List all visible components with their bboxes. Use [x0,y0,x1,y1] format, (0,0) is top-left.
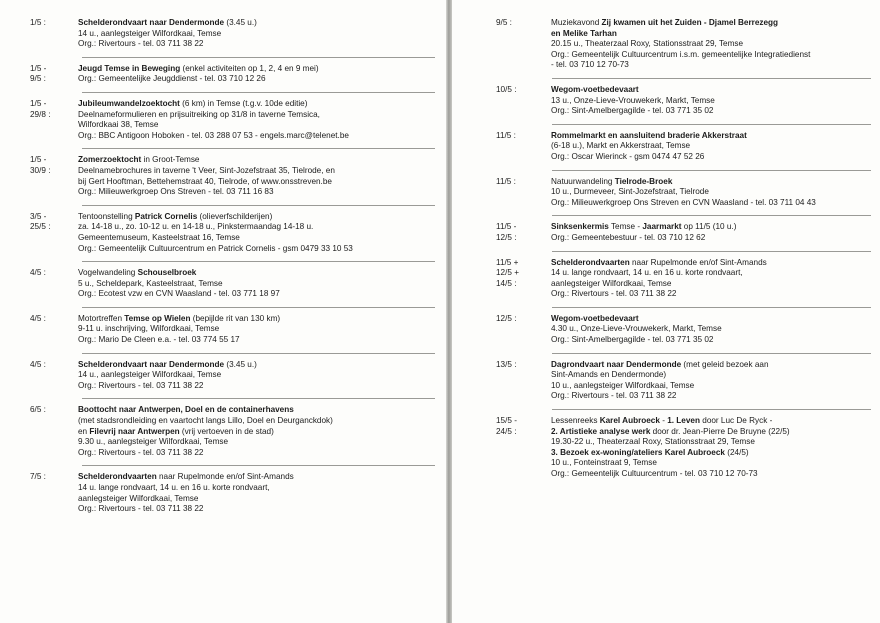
event-info-line [551,391,871,402]
event-date: 11/5 : [496,176,516,186]
event-divider [552,78,871,79]
event-info-line [78,74,435,85]
event-highlight: Patrick Cornelis [134,211,198,221]
event-info-line [551,268,871,279]
event-highlight: Temse op Wielen [124,313,191,323]
event-divider [552,353,871,354]
event-highlight: Rommelmarkt en aansluitend braderie Akkerstraat [551,130,747,140]
event-date: 4/5 : [30,313,46,323]
event-info-line [78,324,435,335]
event-details [551,18,871,71]
event-date: 30/9 : [30,165,51,175]
event-entry [30,155,435,197]
event-text: (vrij vertoeven in de stad) [179,426,274,436]
event-text: Vogelwandeling [78,268,138,278]
event-text: bij Gert Hooftman, Bettehemstraat 40, Tielrode, of www.onsstreven.be [78,176,332,186]
event-highlight: Sinksenkermis [551,222,609,232]
event-dates [30,18,78,50]
event-entry [496,131,871,163]
event-title-line [551,85,871,96]
event-entry [496,314,871,346]
event-info-line [551,381,871,392]
event-info-line [551,279,871,290]
event-details [551,131,871,163]
event-text: 14 u., aanlegsteiger Wilfordkaai, Temse [78,370,222,380]
event-details [78,212,435,254]
event-title-line [78,155,435,166]
event-divider [82,92,435,93]
event-text: Org.: Ecotest vzw en CVN Waasland - tel. 03 771 18 97 [78,289,280,299]
event-info-line [551,370,871,381]
event-info-line [78,427,435,438]
event-text: 14 u. lange rondvaart, 14 u. en 16 u. korte rondvaart, [78,483,270,492]
event-info-line [551,335,871,346]
event-details [551,222,871,243]
event-text: Org.: Gemeentelijke Jeugddienst - tel. 03 710 12 26 [78,74,266,84]
event-text: 10 u., Fonteinstraat 9, Temse [551,458,657,468]
event-info-line [551,39,871,50]
event-text: 9.30 u., aanlegsteiger Wilfordkaai, Temse [78,437,229,447]
event-text: Org.: Oscar Wierinck - gsm 0474 47 52 26 [551,151,705,161]
event-highlight: Schelderondvaarten [78,472,157,482]
event-divider [82,57,435,58]
event-entry [496,360,871,402]
event-text: door Luc De Ryck - [699,416,773,426]
event-text: Wilfordkaai 38, Temse [78,120,159,130]
event-info-line [551,233,871,244]
event-divider [82,353,435,354]
event-highlight: Schouselbroek [137,268,197,278]
event-info-line [551,187,871,198]
event-entry [30,64,435,85]
event-text: 10 u., aanlegsteiger Wilfordkaai, Temse [551,380,695,390]
event-date: 4/5 : [30,359,46,369]
event-text: 10 u., Durmeveer, Sint-Jozefstraat, Tielrode [551,187,709,197]
event-entry [496,416,871,480]
event-entry [30,99,435,141]
event-divider [82,148,435,149]
event-title-line [551,360,871,371]
event-date: 29/8 : [30,109,51,119]
event-title-line [78,268,435,279]
event-info-line [551,458,871,469]
event-date: 10/5 : [496,84,517,94]
event-dates [30,268,78,300]
event-details [551,314,871,346]
event-text: (6-18 u.), Markt en Akkerstraat, Temse [551,141,691,151]
event-text: 14 u. lange rondvaart, 14 u. en 16 u. korte rondvaart, [551,268,743,278]
event-dates [30,360,78,392]
event-info-line [78,381,435,392]
event-date: 4/5 : [30,268,46,278]
event-highlight: Schelderondvaarten [551,257,630,267]
event-highlight: Jubileumwandelzoektocht [78,98,180,108]
event-highlight: 1. Leven [667,416,700,426]
event-info-line [551,60,871,71]
event-info-line [78,289,435,300]
event-divider [552,170,871,171]
event-info-line [78,177,435,188]
event-highlight: Wegom-voetbedevaart [551,313,639,323]
event-info-line [78,416,435,427]
event-date: 12/5 : [496,232,517,242]
event-dates [30,155,78,197]
event-info-line [78,29,435,40]
event-highlight: Karel Aubroeck [599,416,660,426]
event-info-line [78,120,435,131]
event-divider [82,205,435,206]
event-text: Org.: Gemeentebestuur - tel. 03 710 12 62 [551,232,706,242]
event-info-line [551,141,871,152]
event-entry [30,405,435,458]
event-entry [30,472,435,514]
event-info-line [551,152,871,163]
event-details [551,258,871,300]
event-title-line [551,222,871,233]
event-title-line [78,472,435,483]
event-info-line [78,131,435,142]
right-event-list [496,18,871,480]
event-dates [496,18,551,71]
event-highlight: Jeugd Temse in Beweging [78,63,181,73]
event-info-line [551,96,871,107]
event-text: Org.: Sint-Amelbergagilde - tel. 03 771 35 02 [551,106,714,116]
event-text: in Groot-Temse [141,155,200,165]
event-highlight: Tielrode-Broek [614,176,673,186]
event-details [78,155,435,197]
event-date: 6/5 : [30,405,46,415]
event-details [551,360,871,402]
event-info-line [78,504,435,515]
event-highlight: Zij kwamen uit het Zuiden - Djamel Berrezegg [601,18,779,27]
event-text: (3.45 u.) [224,18,257,27]
event-info-line [551,198,871,209]
event-text: (bepijlde rit van 130 km) [190,313,281,323]
event-text: 13 u., Onze-Lieve-Vrouwekerk, Markt, Temse [551,95,715,105]
event-divider [82,398,435,399]
event-info-line [78,448,435,459]
event-info-line [78,494,435,505]
event-dates [496,177,551,209]
event-entry [30,18,435,50]
event-details [78,472,435,514]
event-text: Natuurwandeling [551,176,615,186]
event-highlight: en Melike Tarhan [551,28,617,38]
event-entry [496,177,871,209]
event-date: 13/5 : [496,359,517,369]
event-text: 9-11 u. inschrijving, Wilfordkaai, Temse [78,324,220,334]
event-info-line [78,244,435,255]
event-details [78,268,435,300]
event-text: Org.: Rivertours - tel. 03 711 38 22 [551,289,677,299]
event-info-line [551,50,871,61]
event-info-line [551,29,871,40]
event-highlight: Schelderondvaart naar Dendermonde [78,359,225,369]
event-highlight: Wegom-voetbedevaart [551,84,639,94]
event-text: Org.: Rivertours - tel. 03 711 38 22 [78,447,204,457]
event-text: Org.: Rivertours - tel. 03 711 38 22 [78,380,204,390]
event-title-line [78,99,435,110]
event-title-line [551,416,871,427]
event-title-line [78,360,435,371]
event-text: Org.: Milieuwerkgroep Ons Streven - tel. 03 711 16 83 [78,187,274,197]
event-entry [30,314,435,346]
event-text: Org.: Sint-Amelbergagilde - tel. 03 771 35 02 [551,335,714,345]
event-entry [496,18,871,71]
event-text: - tel. 03 710 12 70-73 [551,60,629,70]
event-text: Motortreffen [78,313,125,323]
event-divider [552,251,871,252]
event-info-line [78,39,435,50]
event-date: 1/5 - [30,63,47,73]
event-info-line [78,110,435,121]
event-text: 4.30 u., Onze-Lieve-Vrouwekerk, Markt, Temse [551,324,722,334]
event-dates [496,314,551,346]
event-date: 11/5 + [496,257,519,267]
event-dates [30,472,78,514]
event-info-line [78,222,435,233]
event-text: Org.: Gemeentelijk Cultuurcentrum - tel. 03 710 12 70-73 [551,469,758,478]
event-entry [30,268,435,300]
event-text: Tentoonstelling [78,211,135,221]
event-highlight: Filevrij naar Antwerpen [89,426,180,436]
event-title-line [78,18,435,29]
event-text: Org.: Rivertours - tel. 03 711 38 22 [78,39,204,49]
event-details [78,314,435,346]
right-page [452,0,880,623]
event-info-line [78,279,435,290]
event-details [78,360,435,392]
event-text: Org.: Rivertours - tel. 03 711 38 22 [78,504,204,514]
event-text: Lessenreeks [551,416,600,426]
event-text: door dr. Jean-Pierre De Bruyne (22/5) [650,426,790,436]
event-title-line [551,314,871,325]
event-text: 5 u., Scheldepark, Kasteelstraat, Temse [78,278,223,288]
event-text: Deelnameformulieren en prijsuitreiking op 31/8 in taverne Temsica, [78,109,320,119]
event-text: - [659,416,668,426]
event-highlight: 2. Artistieke analyse werk [551,426,651,436]
event-text: naar Rupelmonde en/of Sint-Amands [629,257,767,267]
event-divider [552,215,871,216]
event-text: (6 km) in Temse (t.g.v. 10de editie) [179,98,308,108]
event-date: 1/5 : [30,18,46,27]
event-date: 25/5 : [30,222,51,232]
event-highlight: Dagrondvaart naar Dendermonde [551,359,682,369]
event-entry [496,258,871,300]
event-text: (3.45 u.) [224,359,257,369]
event-text: Org.: BBC Antigoon Hoboken - tel. 03 288 07 53 - engels.marc@telenet.be [78,130,349,140]
event-info-line [78,187,435,198]
event-divider [552,307,871,308]
event-text: za. 14-18 u., zo. 10-12 u. en 14-18 u., Pinkstermaandag 14-18 u. [78,222,314,232]
event-title-line [551,131,871,142]
event-dates [30,314,78,346]
event-dates [30,212,78,254]
event-date: 7/5 : [30,472,46,482]
event-text: aanlegsteiger Wilfordkaai, Temse [551,278,672,288]
event-text: naar Rupelmonde en/of Sint-Amands [156,472,294,482]
event-highlight: 3. Bezoek ex-woning/ateliers Karel Aubroeck [551,447,725,457]
event-text: Org.: Milieuwerkgroep Ons Streven en CVN Waasland - tel. 03 711 04 43 [551,197,816,207]
event-info-line [551,106,871,117]
event-details [78,64,435,85]
event-info-line [78,166,435,177]
event-text: 19.30-22 u., Theaterzaal Roxy, Stationsstraat 29, Temse [551,437,755,447]
event-dates [30,99,78,141]
event-info-line [78,483,435,494]
event-details [78,99,435,141]
event-details [78,18,435,50]
event-details [551,85,871,117]
event-highlight: Jaarmarkt [642,222,682,232]
event-dates [496,416,551,480]
event-entry [496,222,871,243]
event-details [78,405,435,458]
event-text: Gemeentemuseum, Kasteelstraat 16, Temse [78,232,240,242]
event-title-line [78,314,435,325]
event-dates [30,64,78,85]
event-text: en [78,426,90,436]
event-date: 9/5 : [496,18,512,27]
event-text: (enkel activiteiten op 1, 2, 4 en 9 mei) [180,63,319,73]
event-date: 11/5 : [496,130,516,140]
event-text: aanlegsteiger Wilfordkaai, Temse [78,493,199,503]
event-text: Sint-Amands en Dendermonde) [551,370,667,380]
event-info-line [78,370,435,381]
event-title-line [551,258,871,269]
event-details [551,416,871,480]
event-text: Temse - [608,222,643,232]
event-text: 20.15 u., Theaterzaal Roxy, Stationsstraat 29, Temse [551,39,744,49]
event-title-line [551,177,871,188]
event-divider [82,465,435,466]
event-date: 24/5 : [496,426,517,436]
event-text: Org.: Mario De Cleen e.a. - tel. 03 774 55 17 [78,335,240,345]
event-entry [496,85,871,117]
event-info-line [78,335,435,346]
event-entry [30,360,435,392]
event-divider [82,307,435,308]
event-highlight: Schelderondvaart naar Dendermonde [78,18,225,27]
event-date: 12/5 : [496,313,517,323]
event-date: 3/5 - [30,211,47,221]
event-title-line [78,212,435,223]
left-event-list [30,18,435,515]
event-details [551,177,871,209]
event-divider [82,261,435,262]
event-text: Org.: Gemeentelijk Cultuurcentrum i.s.m. gemeentelijke Integratiedienst [551,49,811,59]
event-divider [552,124,871,125]
event-highlight: Boottocht naar Antwerpen, Doel en de containerhavens [78,405,294,415]
event-highlight: Zomerzoektocht [78,155,142,165]
event-dates [496,222,551,243]
event-dates [30,405,78,458]
event-info-line [78,233,435,244]
event-dates [496,360,551,402]
event-text: (met stadsrondleiding en vaartocht langs Lillo, Doel en Deurganckdok) [78,416,333,426]
event-info-line [551,289,871,300]
event-date: 12/5 + [496,268,519,278]
event-info-line [551,469,871,480]
event-info-line [551,427,871,438]
event-text: (met geleid bezoek aan [681,359,769,369]
event-divider [552,409,871,410]
event-title-line [78,405,435,416]
event-dates [496,85,551,117]
event-info-line [551,448,871,459]
event-text: Org.: Gemeentelijk Cultuurcentrum en Patrick Cornelis - gsm 0479 33 10 53 [78,243,353,253]
event-date: 1/5 - [30,98,47,108]
event-info-line [551,437,871,448]
event-entry [30,212,435,254]
event-dates [496,131,551,163]
event-info-line [551,324,871,335]
event-text: (olieverfschilderijen) [197,211,273,221]
event-date: 1/5 - [30,155,47,165]
event-title-line [78,64,435,75]
event-text: op 11/5 (10 u.) [681,222,737,232]
event-date: 9/5 : [30,74,46,84]
event-dates [496,258,551,300]
event-title-line [551,18,871,29]
event-text: 14 u., aanlegsteiger Wilfordkaai, Temse [78,28,222,38]
event-text: Deelnamebrochures in taverne 't Veer, Sint-Jozefstraat 35, Tielrode, en [78,165,335,175]
event-date: 15/5 - [496,416,517,426]
event-text: Muziekavond [551,18,602,27]
event-text: Org.: Rivertours - tel. 03 711 38 22 [551,391,677,401]
event-date: 11/5 - [496,222,517,232]
event-text: (24/5) [724,447,749,457]
event-date: 14/5 : [496,278,517,288]
event-info-line [78,437,435,448]
